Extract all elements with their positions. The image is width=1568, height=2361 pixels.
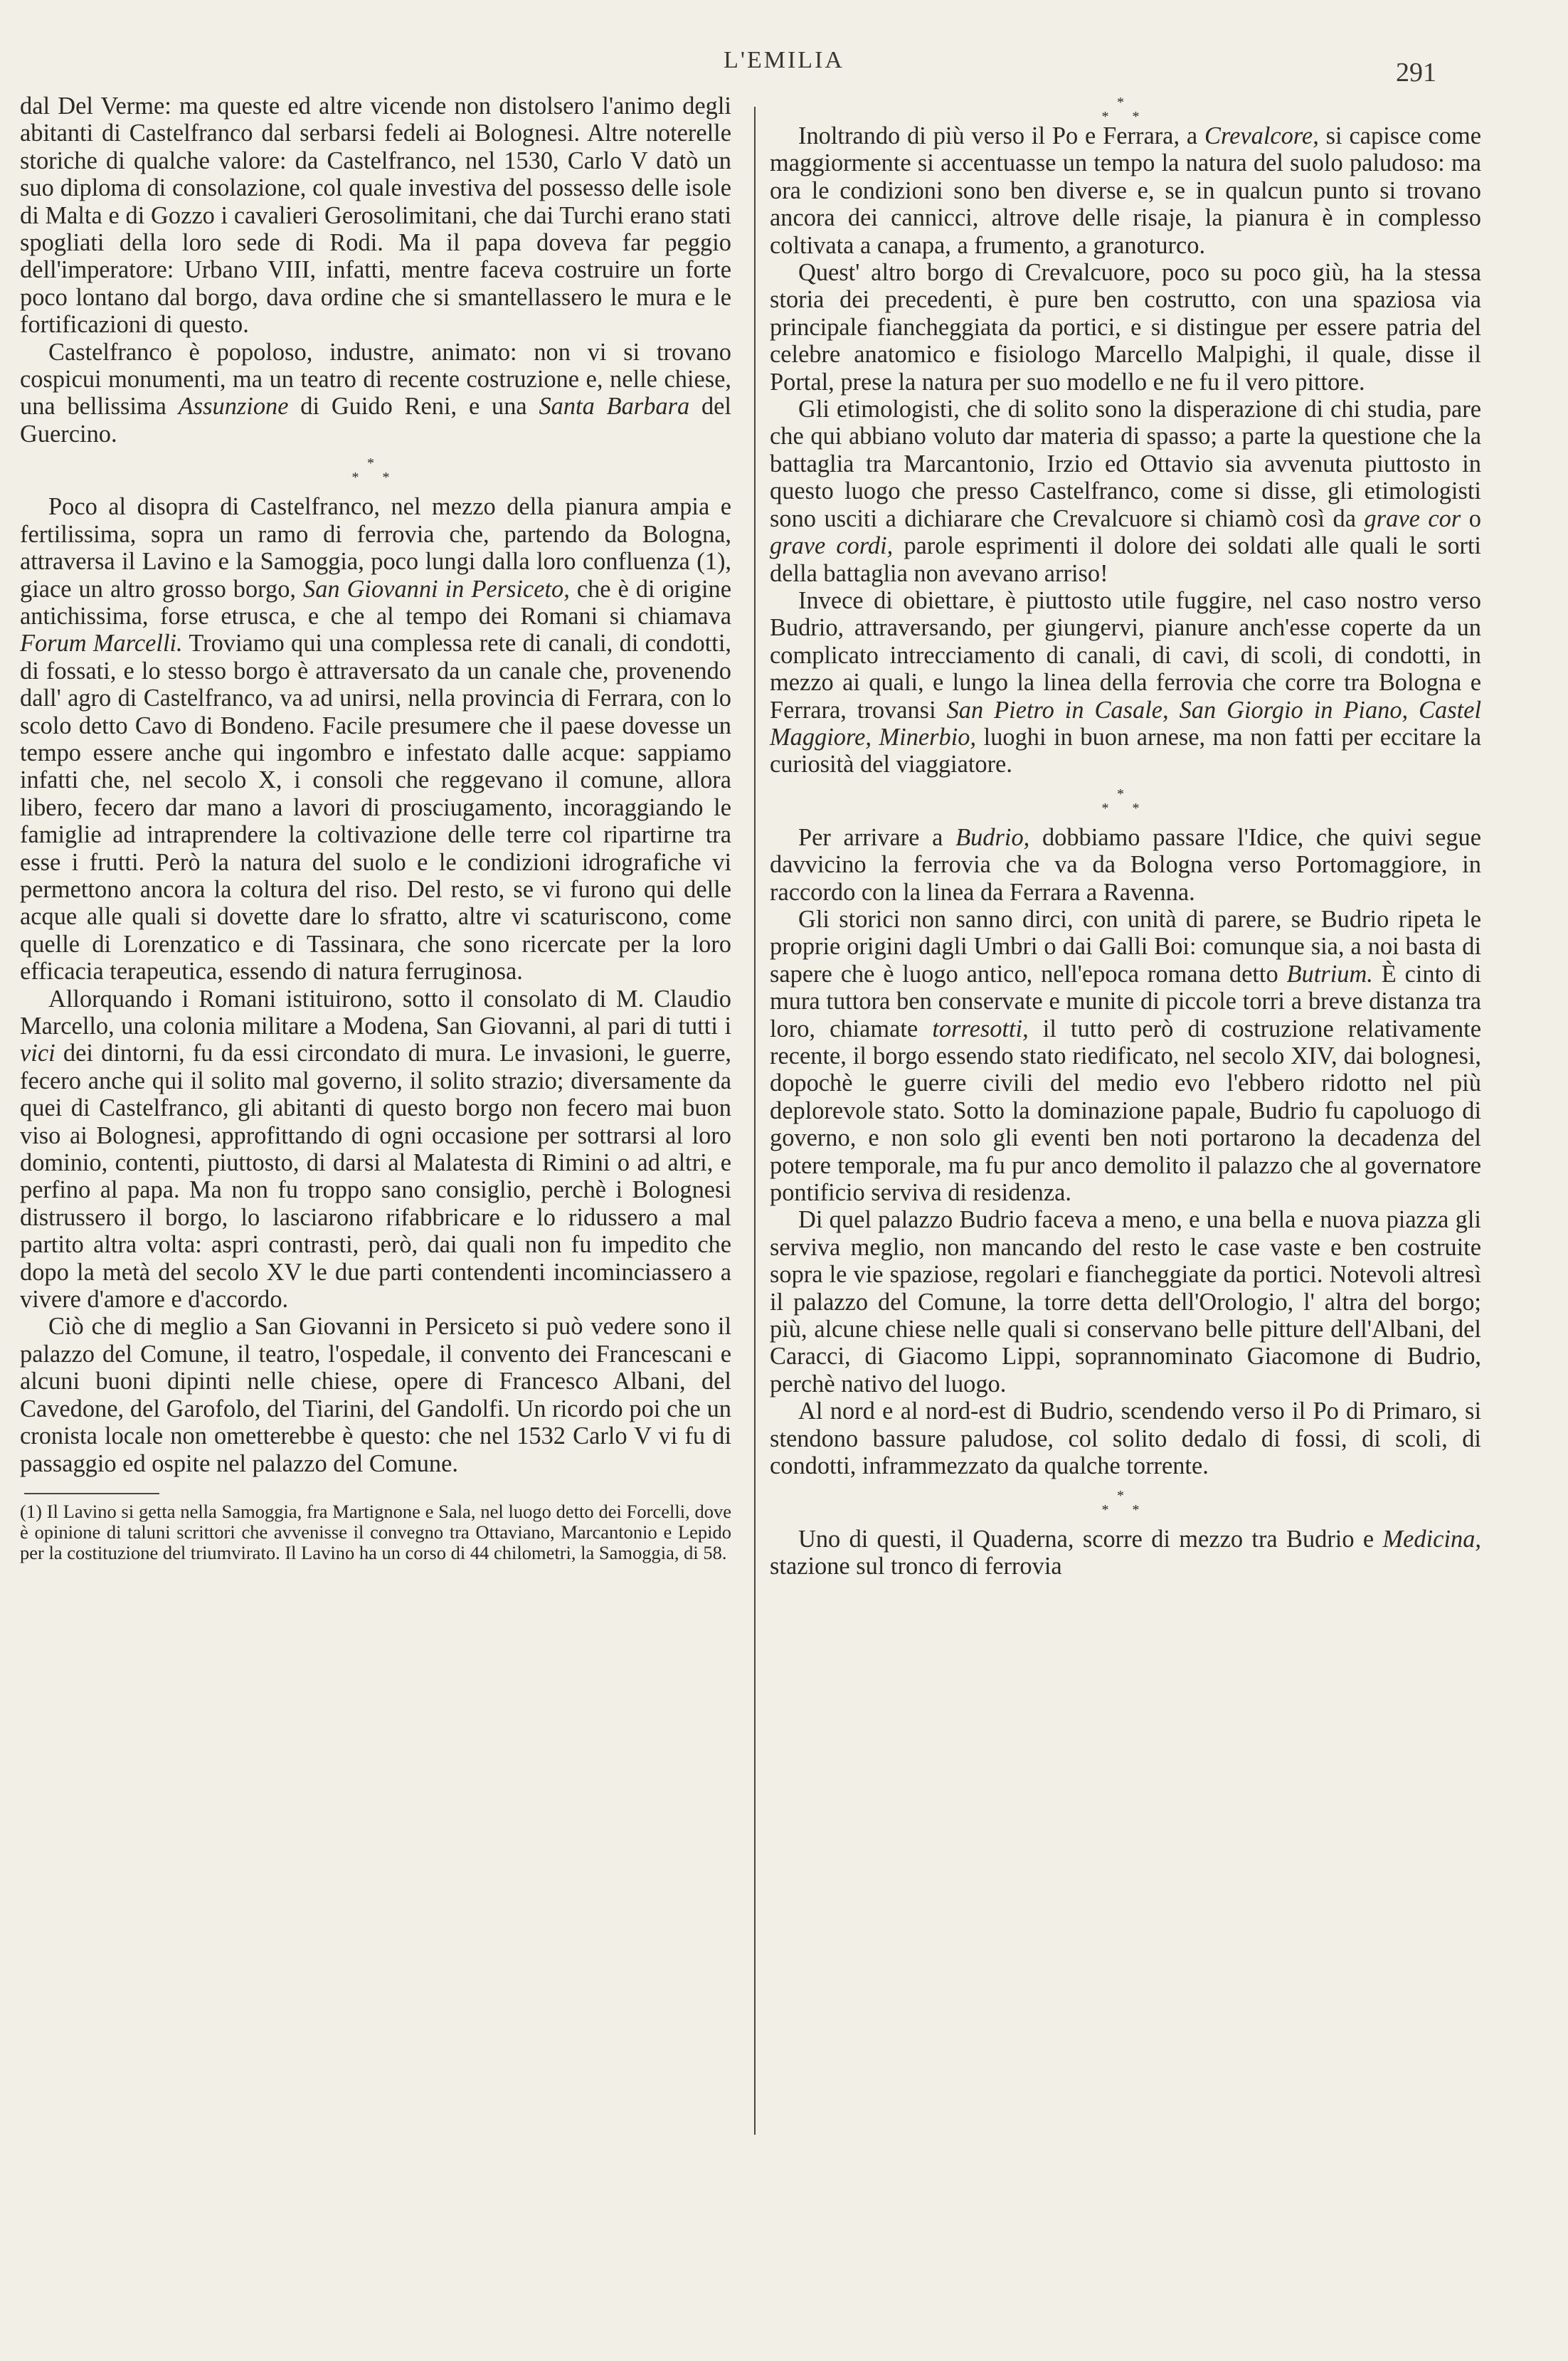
paragraph: Ciò che di meglio a San Giovanni in Persiceto si può vedere sono il palazzo del Comune, il teatro, l'ospedale, il convento dei Francescani e alcuni buoni dipinti nelle chiese, opere di Francesco Albani, del Cavedone, del Garofolo, del Tiarini, del Gandolfi. Un ricordo poi che un cronista locale non ometterebbe è questo: che nel 1532 Carlo V vi fu di passaggio ed ospite nel palazzo del Comune.: [20, 1313, 731, 1477]
paragraph: Inoltrando di più verso il Po e Ferrara, a Crevalcore, si capisce come maggiormente si accentuasse un tempo la natura del suolo paludoso: ma ora le condizioni sono ben diverse e, se in qualcun punto si trovano ancora dei cannicci, altrove delle risaje, la pianura è in complesso coltivata a canapa, a frumento, a granoturco.: [770, 122, 1482, 259]
paragraph: Di quel palazzo Budrio faceva a meno, e una bella e nuova piazza gli serviva meglio, non mancando del resto le case vaste e ben costruite sopra le vie spaziose, regolari e fiancheggiate da portici. Notevoli altresì il palazzo del Comune, la torre detta dell'Orologio, l' altra del borgo; più, alcune chiese nelle quali si conservano belle pitture dell'Albani, del Caracci, di Giacomo Lippi, soprannominato Giacomone di Budrio, perchè nativo del luogo.: [770, 1206, 1481, 1398]
column-divider: [754, 107, 756, 2135]
page-number: 291: [1396, 58, 1436, 88]
left-column: [20, 93, 731, 1563]
paragraph: Per arrivare a Budrio, dobbiamo passare l'Idice, che quivi segue davvicino la ferrovia che va da Bologna verso Portomaggiore, in raccordo con la linea da Ferrara a Ravenna.: [770, 823, 1481, 906]
running-title: L'EMILIA: [724, 47, 844, 73]
paragraph: Invece di obiettare, è piuttosto utile fuggire, nel caso nostro verso Budrio, attraversando, per giungervi, pianure anch'esse coperte da un complicato intrecciamento di canali, di cavi, di scoli, di condotti, in mezzo ai quali, e lungo la linea della ferrovia che corre tra Bologna e Ferrara, trovansi San Pietro in Casale, San Giorgio in Piano, Castel Maggiore, Minerbio, luoghi in buon arnese, ma non fatti per eccitare la curiosità del viaggiatore.: [770, 586, 1481, 778]
paragraph: Gli etimologisti, che di solito sono la disperazione di chi studia, pare che qui abbiano voluto dar materia di spasso; a parte la questione che la battaglia tra Marcantonio, Irzio ed Ottavio sia avvenuta piuttosto in questo luogo che presso Castelfranco, come si disse, gli etimologisti sono usciti a dichiarare che Crevalcuore si chiamò così da grave cor o grave cordi, parole esprimenti il dolore dei soldati alle quali le sorti della battaglia non avevano arriso!: [770, 396, 1481, 587]
paragraph: Poco al disopra di Castelfranco, nel mezzo della pianura ampia e fertilissima, sopra un ramo di ferrovia che, partendo da Bologna, attraversa il Lavino e la Samoggia, poco lungi dalla loro confluenza (1), giace un altro grosso borgo, San Giovanni in Persiceto, che è di origine antichissima, forse etrusca, e che al tempo dei Romani si chiamava Forum Marcelli. Troviamo qui una complessa rete di canali, di condotti, di fossati, e lo stesso borgo è attraversato da un canale che, provenendo dall' agro di Castelfranco, va ad unirsi, nella provincia di Ferrara, con lo scolo detto Cavo di Bondeno. Facile presumere che il paese dovesse un tempo essere anche qui ingombro e infestato dalle acque: sappiamo infatti che, nel secolo X, i consoli che reggevano il comune, allora libero, fecero dar mano a lavori di prosciugamento, incoraggiando le famiglie ad intraprendere la coltivazione delle terre col ripartirne tra esse i frutti. Però la natura del suolo e le condizioni idrografiche vi permettono ancora la coltura del riso. Del resto, se vi furono qui delle acque alle quali si dovette dare lo sfratto, altre vi scaturiscono, come quelle di Lorenzatico e di Tassinara, che sono ricercate per la loro efficacia terapeutica, essendo di natura ferruginosa.: [20, 493, 731, 986]
paragraph: Gli storici non sanno dirci, con unità di parere, se Budrio ripeta le proprie origini dagli Umbri o dai Galli Boi: comunque sia, a noi basta di sapere che è luogo antico, nell'epoca romana detto Butrium. È cinto di mura tuttora ben conservate e munite di piccole torri a breve distanza tra loro, chiamate torresotti, il tutto però di costruzione relativamente recente, il borgo essendo stato riedificato, nel secolo XIV, dai bolognesi, dopochè le guerre civili del medio evo l'ebbero ridotto nel più deplorevole stato. Sotto la dominazione papale, Budrio fu capoluogo di governo, e non solo gli eventi ben noti portarono la decadenza del potere temporale, ma fu pur anco demolito il palazzo che al governatore pontificio serviva di residenza.: [770, 905, 1481, 1207]
paragraph: Quest' altro borgo di Crevalcuore, poco su poco giù, ha la stessa storia dei precedenti, è pure ben costrutto, con una spaziosa via principale fiancheggiata da portici, e si distingue per essere patria del celebre anatomico e fisiologo Marcello Malpighi, il quale, disse il Portal, prese la natura per suo modello e ne fu il vero pittore.: [770, 259, 1481, 396]
section-separator-stars: * * *: [1101, 786, 1150, 816]
paragraph: Uno di questi, il Quaderna, scorre di mezzo tra Budrio e Medicina, stazione sul tronco di ferrovia: [770, 1525, 1481, 1580]
section-separator-stars: * * *: [351, 455, 400, 486]
section-separator-stars: * * *: [1101, 1487, 1150, 1518]
right-column: [770, 93, 1481, 1580]
footnote: (1) Il Lavino si getta nella Samoggia, fra Martignone e Sala, nel luogo detto dei Forcelli, dove è opinione di taluni scrittori che avvenisse il convegno tra Ottaviano, Marcantonio e Lepido per la costituzione del triumvirato. Il Lavino ha un corso di 44 chilometri, la Samoggia, di 58.: [20, 1500, 731, 1563]
footnote-rule: [24, 1493, 159, 1494]
paragraph: dal Del Verme: ma queste ed altre vicende non distolsero l'animo degli abitanti di Castelfranco dal serbarsi fedeli ai Bolognesi. Altre noterelle storiche di qualche valore: da Castelfranco, nel 1530, Carlo V datò un suo diploma di consolazione, col quale investiva del possesso delle isole di Malta e di Gozzo i cavalieri Gerosolimitani, che dai Turchi erano stati spogliati della loro sede di Rodi. Ma il papa doveva far peggio dell'imperatore: Urbano VIII, infatti, mentre faceva costruire un forte poco lontano dal borgo, dava ordine che si smantellassero le mura e le fortificazioni di questo.: [20, 93, 731, 339]
paragraph: Allorquando i Romani istituirono, sotto il consolato di M. Claudio Marcello, una colonia militare a Modena, San Giovanni, al pari di tutti i vici dei dintorni, fu da essi circondato di mura. Le invasioni, le guerre, fecero anche qui il solito mal governo, il solito strazio; diversamente da quei di Castelfranco, gli abitanti di questo borgo non fecero mai buon viso ai Bolognesi, approfittando di ogni occasione per sottrarsi al loro dominio, contenti, piuttosto, di darsi al Malatesta di Rimini o ad altri, e perfino al papa. Ma non fu troppo sano consiglio, perchè i Bolognesi distrussero il borgo, lo lasciarono rifabbricare e lo ridussero a mal partito altra volta: aspri contrasti, però, dai quali non fu impedito che dopo la metà del secolo XV le due parti contendenti incominciassero a vivere d'amore e d'accordo.: [20, 985, 731, 1314]
paragraph: Al nord e al nord-est di Budrio, scendendo verso il Po di Primaro, si stendono bassure paludose, col solito dedalo di fossi, di scoli, di condotti, inframmezzato da qualche torrente.: [770, 1398, 1481, 1480]
paragraph: Castelfranco è popoloso, industre, animato: non vi si trovano cospicui monumenti, ma un teatro di recente costruzione e, nelle chiese, una bellissima Assunzione di Guido Reni, e una Santa Barbara del Guercino.: [20, 338, 731, 448]
section-separator-stars: * * *: [1101, 95, 1150, 125]
